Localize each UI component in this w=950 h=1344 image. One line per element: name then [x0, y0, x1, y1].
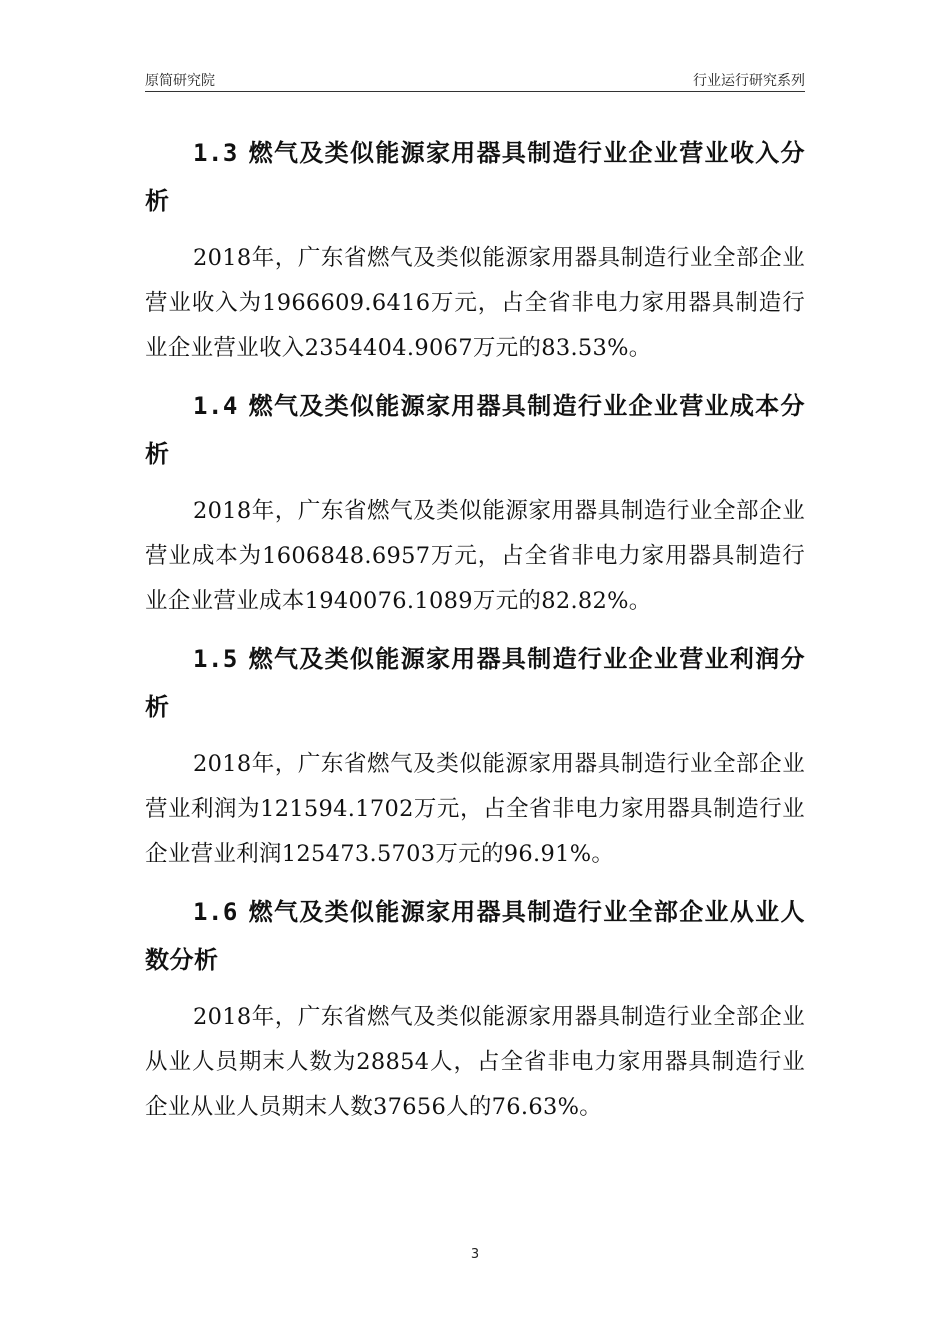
header-divider [145, 91, 805, 92]
section-paragraph: 2018年，广东省燃气及类似能源家用器具制造行业全部企业营业收入为1966609.6416万元，占全省非电力家用器具制造行业企业营业收入2354404.9067万元的83.53%。 [145, 245, 805, 361]
section-1-6 [145, 888, 805, 1130]
section-number: 1.5 [193, 645, 238, 673]
section-heading [145, 382, 805, 478]
section-number: 1.6 [193, 898, 238, 926]
section-title: 燃气及类似能源家用器具制造行业企业营业收入分析 [145, 139, 805, 215]
document-body [145, 126, 805, 1141]
header-org-name: 原简研究院 [145, 73, 215, 89]
section-heading [145, 129, 805, 225]
section-1-4 [145, 382, 805, 624]
section-paragraph: 2018年，广东省燃气及类似能源家用器具制造行业全部企业营业成本为1606848.6957万元，占全省非电力家用器具制造行业企业营业成本1940076.1089万元的82.82%。 [145, 498, 805, 614]
section-heading [145, 888, 805, 984]
page-header [145, 66, 805, 90]
section-1-5 [145, 635, 805, 877]
section-paragraph: 2018年，广东省燃气及类似能源家用器具制造行业全部企业从业人员期末人数为28854人，占全省非电力家用器具制造行业企业从业人员期末人数37656人的76.63%。 [145, 1004, 805, 1120]
section-number: 1.3 [193, 139, 238, 167]
section-heading [145, 635, 805, 731]
section-paragraph: 2018年，广东省燃气及类似能源家用器具制造行业全部企业营业利润为121594.1702万元，占全省非电力家用器具制造行业企业营业利润125473.5703万元的96.91%。 [145, 751, 805, 867]
section-title: 燃气及类似能源家用器具制造行业企业营业成本分析 [145, 392, 805, 468]
page-number: 3 [470, 1247, 480, 1262]
section-1-3 [145, 129, 805, 371]
section-number: 1.4 [193, 392, 238, 420]
section-title: 燃气及类似能源家用器具制造行业企业营业利润分析 [145, 645, 805, 721]
header-series-name: 行业运行研究系列 [693, 73, 805, 89]
section-title: 燃气及类似能源家用器具制造行业全部企业从业人数分析 [145, 898, 805, 974]
